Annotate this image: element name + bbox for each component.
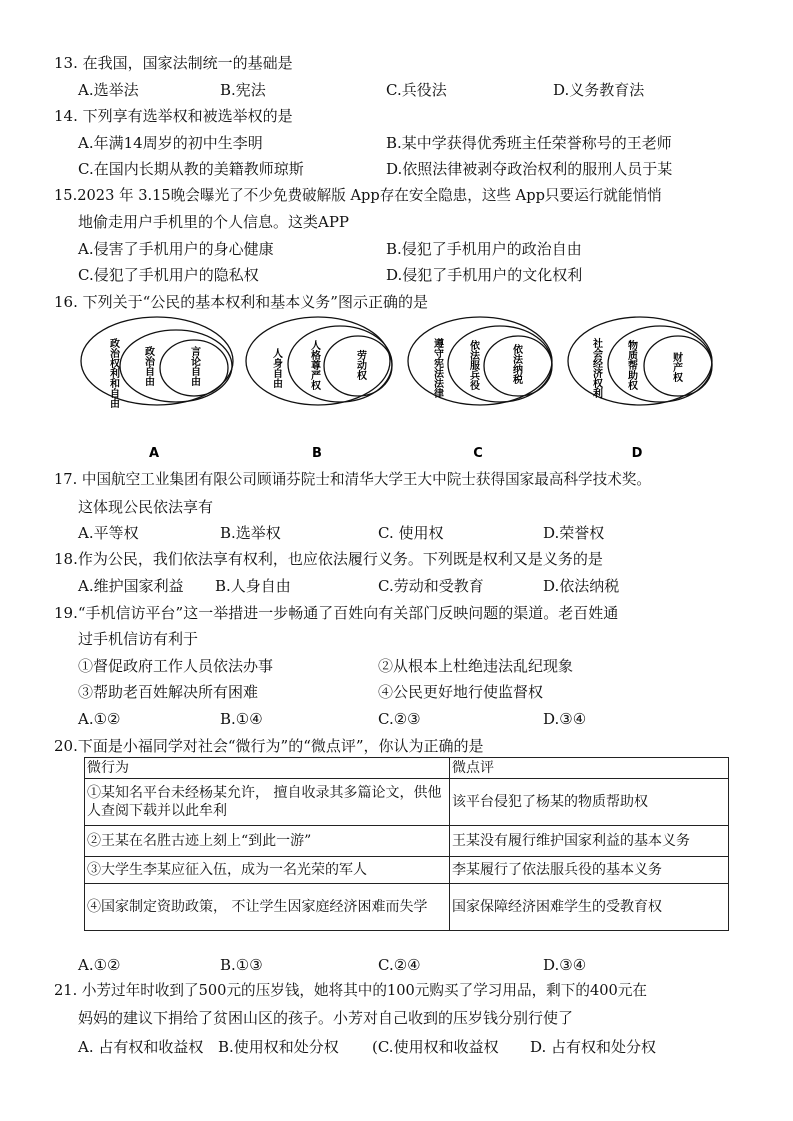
q19-item-2: ②从根本上杜绝违法乱纪现象 <box>378 657 574 675</box>
table-row <box>85 779 729 826</box>
diagram-b-middle: 人格尊严权 <box>308 340 320 390</box>
q21-stem-line1: 21. 小芳过年时收到了500元的压岁钱，她将其中的100元购买了学习用品，剩下的400元在 <box>54 982 648 999</box>
micro-behavior-table <box>84 757 729 931</box>
diagram-c-outer: 遵守宪法法律 <box>431 338 443 398</box>
q19-option-b: B.①④ <box>220 710 263 728</box>
q15-option-c: C.侵犯了手机用户的隐私权 <box>78 266 259 284</box>
table-row <box>85 826 729 857</box>
table-row <box>85 884 729 931</box>
row2-comment: 王某没有履行维护国家利益的基本义务 <box>450 826 729 857</box>
q14-stem: 14. 下列享有选举权和被选举权的是 <box>54 107 293 125</box>
q17-stem-line2: 这体现公民依法享有 <box>78 498 214 516</box>
q20-stem: 20.下面是小福同学对社会“微行为”的“微点评”，你认为正确的是 <box>54 737 484 755</box>
q13-option-a: A.选举法 <box>78 81 139 99</box>
q17-option-a: A.平等权 <box>78 524 139 542</box>
q15-option-d: D.侵犯了手机用户的文化权利 <box>386 266 583 284</box>
diagram-a-middle: 政治自由 <box>142 346 154 386</box>
header-comment: 微点评 <box>450 758 729 779</box>
header-behavior: 微行为 <box>85 758 450 779</box>
diagram-d <box>568 317 712 461</box>
q15-stem-line2: 地偷走用户手机里的个人信息。这类APP <box>78 213 350 231</box>
q20-option-b: B.①③ <box>220 956 263 974</box>
row3-comment: 李某履行了依法服兵役的基本义务 <box>450 857 729 884</box>
q19-item-3: ③帮助老百姓解决所有困难 <box>78 683 259 701</box>
diagram-d-middle: 物质帮助权 <box>625 340 637 390</box>
q17-option-d: D.荣誉权 <box>543 524 605 542</box>
diagram-b-inner: 劳动权 <box>354 350 366 380</box>
q21-option-d: D. 占有权和处分权 <box>530 1038 657 1056</box>
q19-option-d: D.③④ <box>543 710 587 728</box>
q20-option-c: C.②④ <box>378 956 421 974</box>
q17-option-c: C. 使用权 <box>378 524 444 542</box>
q18-option-d: D.依法纳税 <box>543 577 620 595</box>
diagram-a-inner: 言论自由 <box>188 346 200 386</box>
diagram-c-middle: 依法服兵役 <box>467 340 479 390</box>
diagram-b-letter: B <box>312 446 322 461</box>
q19-option-a: A.①② <box>78 710 121 728</box>
q21-option-a: A. 占有权和收益权 <box>78 1038 204 1056</box>
diagram-d-outer: 社会经济权利 <box>590 338 602 398</box>
q18-option-c: C.劳动和受教育 <box>378 577 484 595</box>
diagram-d-inner: 财产权 <box>670 352 682 382</box>
table-header-row <box>85 758 729 779</box>
q15-option-a: A.侵害了手机用户的身心健康 <box>78 240 274 258</box>
q13-option-d: D.义务教育法 <box>553 81 645 99</box>
q16-stem: 16. 下列关于“公民的基本权利和基本义务”图示正确的是 <box>54 293 428 311</box>
q21-option-b: B.使用权和处分权 <box>218 1038 339 1056</box>
q17-option-b: B.选举权 <box>220 524 281 542</box>
diagram-c <box>408 317 552 461</box>
q18-option-b: B.人身自由 <box>215 577 291 595</box>
diagram-c-letter: C <box>473 446 483 461</box>
q15-option-b: B.侵犯了手机用户的政治自由 <box>386 240 582 258</box>
diagram-a-outer: 政治权利和自由 <box>107 338 119 408</box>
q19-item-1: ①督促政府工作人员依法办事 <box>78 657 274 675</box>
q19-item-4: ④公民更好地行使监督权 <box>378 683 544 701</box>
q15-stem-line1: 15.2023 年 3.15晚会曝光了不少免费破解版 App存在安全隐患，这些 App只要运行就能悄悄 <box>54 187 662 204</box>
diagram-c-inner: 依法纳税 <box>510 344 522 384</box>
row1-behavior: ①某知名平台未经杨某允许， 擅自收录其多篇论文，供他人查阅下载并以此牟利 <box>85 779 450 826</box>
q17-stem-line1: 17. 中国航空工业集团有限公司顾诵芬院士和清华大学王大中院士获得国家最高科学技术奖。 <box>54 471 652 488</box>
row4-behavior: ④国家制定资助政策， 不让学生因家庭经济困难而失学 <box>85 884 450 931</box>
diagram-a-letter: A <box>148 446 160 461</box>
q14-option-c: C.在国内长期从教的美籍教师琼斯 <box>78 160 304 178</box>
diagram-d-letter: D <box>631 446 643 461</box>
row2-behavior: ②王某在名胜古迹上刻上“到此一游” <box>85 826 450 857</box>
q13-option-c: C.兵役法 <box>386 81 447 99</box>
q21-option-c: (C.使用权和收益权 <box>372 1038 499 1056</box>
q19-stem-line1: 19.“手机信访平台”这一举措进一步畅通了百姓向有关部门反映问题的渠道。老百姓通 <box>54 604 619 622</box>
diagram-b-outer: 人身自由 <box>270 348 282 388</box>
q18-option-a: A.维护国家利益 <box>78 577 184 595</box>
q20-option-d: D.③④ <box>543 956 587 974</box>
q14-option-d: D.依照法律被剥夺政治权利的服刑人员于某 <box>386 160 673 178</box>
q13-option-b: B.宪法 <box>220 81 266 99</box>
diagram-b <box>246 317 392 461</box>
q14-option-b: B.某中学获得优秀班主任荣誉称号的王老师 <box>386 134 672 152</box>
q14-option-a: A.年满14周岁的初中生李明 <box>78 134 263 152</box>
q19-option-c: C.②③ <box>378 710 421 728</box>
row3-behavior: ③大学生李某应征入伍，成为一名光荣的军人 <box>85 857 450 884</box>
diagram-a <box>81 317 233 461</box>
q20-option-a: A.①② <box>78 956 121 974</box>
q13-stem: 13. 在我国，国家法制统一的基础是 <box>54 54 293 72</box>
q18-stem: 18.作为公民，我们依法享有权利，也应依法履行义务。下列既是权利又是义务的是 <box>54 550 603 568</box>
table-row <box>85 857 729 884</box>
q21-stem-line2: 妈妈的建议下捐给了贫困山区的孩子。小芳对自己收到的压岁钱分别行使了 <box>78 1009 574 1027</box>
row1-comment: 该平台侵犯了杨某的物质帮助权 <box>450 779 729 826</box>
rights-duties-diagrams <box>78 316 768 466</box>
q19-stem-line2: 过手机信访有利于 <box>78 630 199 648</box>
row4-comment: 国家保障经济困难学生的受教育权 <box>450 884 729 931</box>
